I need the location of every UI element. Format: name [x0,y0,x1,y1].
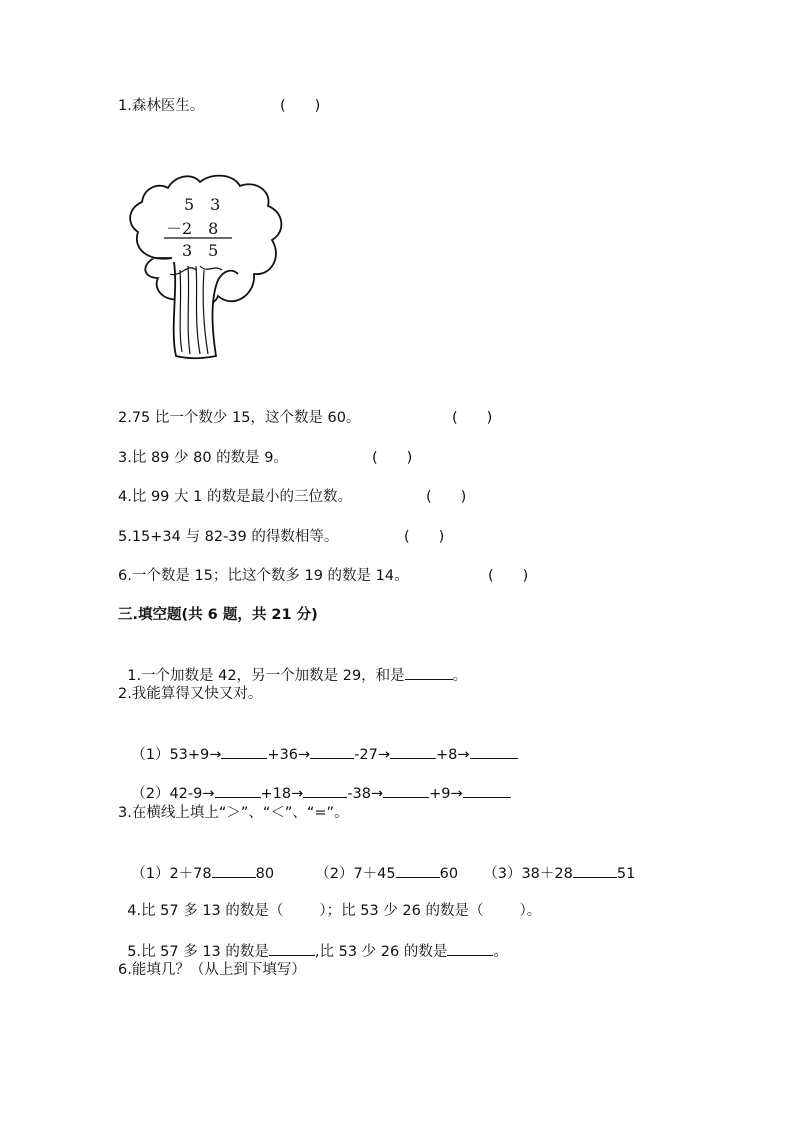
row1-blank-4[interactable] [470,744,518,759]
fill-q1 [118,645,467,686]
judge-q5-text: 5.15+34 与 82-39 的得数相等。 [118,529,339,545]
fill-q3-part3 [474,843,635,884]
q3-part3-blank[interactable] [573,863,617,878]
row1-op-3: -27→ [354,747,391,763]
fill-q6-title: 6.能填几？（从上到下填写） [118,962,306,978]
row1-op-2: +36→ [267,747,311,763]
fill-q3-part1 [122,843,274,884]
judge-q6-text: 6.一个数是 15；比这个数多 19 的数是 14。 [118,568,409,584]
row2-op-3: -38→ [347,786,384,802]
judge-q3-text: 3.比 89 少 80 的数是 9。 [118,450,289,466]
q3-part3-expr: （3）38＋28 [483,866,573,882]
fill-q5 [118,921,508,962]
row2-blank-1[interactable] [215,783,261,798]
row2-op-2: +18→ [260,786,304,802]
row2-blank-3[interactable] [383,783,429,798]
fill-q4-part-b: ）；比 53 少 26 的数是（ [319,903,484,919]
fill-q5-blank-1[interactable] [269,941,315,956]
fill-q4 [118,881,541,921]
fill-q5-part-a: 5.比 57 多 13 的数是 [127,944,269,960]
q3-part3-value: 51 [616,866,636,882]
row2-op-4: +9→ [429,786,463,802]
row2-start: （2）42-9→ [131,786,215,802]
judge-q4-text: 4.比 99 大 1 的数是最小的三位数。 [118,489,352,505]
q3-part2-value: 60 [439,866,459,882]
fill-q1-blank[interactable] [405,665,453,680]
row1-blank-1[interactable] [221,744,267,759]
q3-part1-blank[interactable] [212,863,256,878]
row2-blank-4[interactable] [463,783,511,798]
fill-q5-blank-2[interactable] [447,941,493,956]
q3-part1-expr: （1）2＋78 [131,866,212,882]
q3-part2-blank[interactable] [396,863,440,878]
judge-q5-answer-paren[interactable]: ( ) [404,529,445,545]
section-header: 三.填空题(共 6 题，共 21 分) [118,607,318,623]
fill-q1-end: 。 [452,668,468,684]
row1-blank-2[interactable] [310,744,354,759]
fill-q4-part-a: 4.比 57 多 13 的数是（ [127,903,284,919]
judge-q6-answer-paren[interactable]: ( ) [488,568,529,584]
judge-q1-answer-paren[interactable]: ( ) [280,98,321,114]
fill-q1-text: 1.一个加数是 42，另一个加数是 29，和是 [127,668,405,684]
row1-blank-3[interactable] [390,744,436,759]
tree-calc-result: 3 5 [182,241,219,260]
fill-q5-part-c: 。 [493,944,508,960]
row1-op-4: +8→ [436,747,470,763]
judge-q2-answer-paren[interactable]: ( ) [452,410,493,426]
fill-q3-part2 [306,843,458,884]
judge-q2-text: 2.75 比一个数少 15，这个数是 60。 [118,410,361,426]
tree-illustration [122,170,290,362]
fill-q5-part-b: ,比 53 少 26 的数是 [314,944,448,960]
fill-q2-title: 2.我能算得又快又对。 [118,686,263,702]
fill-q2-row2 [122,763,511,804]
tree-calc-top: 5 3 [184,195,221,214]
fill-q2-row1 [122,724,518,765]
fill-q3-title: 3.在横线上填上“＞”、“＜”、“=”。 [118,805,349,821]
judge-q4-answer-paren[interactable]: ( ) [426,489,467,505]
tree-calc-minus: －2 8 [166,219,219,238]
row1-start: （1）53+9→ [131,747,222,763]
q3-part1-value: 80 [255,866,275,882]
judge-q3-answer-paren[interactable]: ( ) [372,450,413,466]
judge-q1-text: 1.森林医生。 [118,98,205,114]
q3-part2-expr: （2）7＋45 [315,866,396,882]
row2-blank-2[interactable] [303,783,347,798]
fill-q4-part-c: ）。 [519,903,542,919]
